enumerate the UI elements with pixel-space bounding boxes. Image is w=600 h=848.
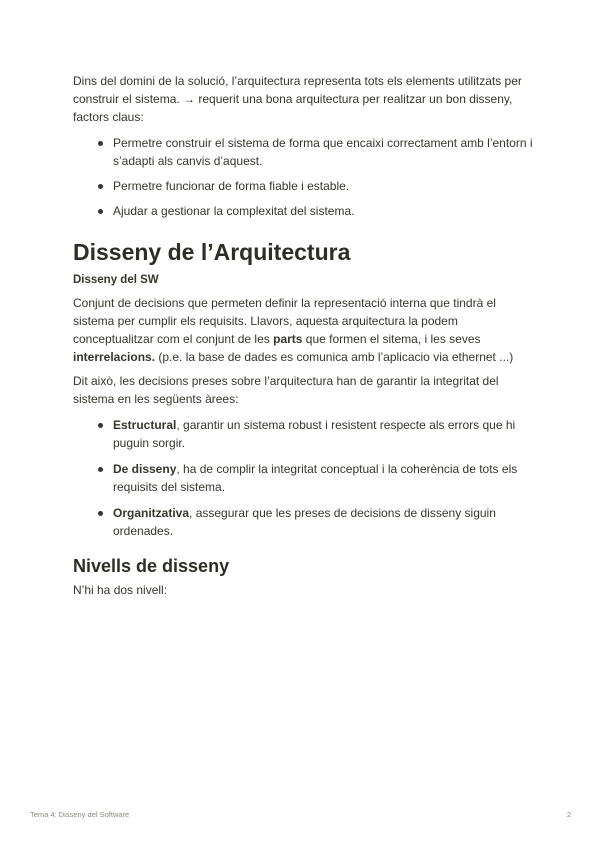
arquitectura-definition	[73, 294, 533, 366]
term-interrelacions: interrelacions.	[73, 350, 156, 364]
area-description: , assegurar que les preses de decisions de disseny siguin ordenades.	[113, 506, 496, 538]
section-heading-arquitectura: Disseny de l’Arquitectura	[73, 239, 351, 265]
area-description: , garantir un sistema robust i resistent respecte als errors que hi puguin sorgir.	[113, 418, 516, 450]
nivells-paragraph: N’hi ha dos nivell:	[73, 583, 168, 597]
area-term: Estructural	[113, 418, 177, 432]
definition-text: (p.e. la base de dades es comunica amb l’aplicacio via ethernet ...)	[155, 350, 514, 364]
section-heading-nivells: Nivells de disseny	[73, 556, 230, 576]
list-item: Permetre construir el sistema de forma que encaixi correctament amb l’entorn i s’adapti als canvis d’aquest.	[73, 134, 533, 170]
integrity-paragraph: Dit això, les decisions preses sobre l’arquitectura han de garantir la integritat del sistema en les següents àrees:	[73, 374, 499, 406]
area-term: De disseny	[113, 462, 177, 476]
list-item	[73, 460, 533, 496]
area-description: , ha de complir la integritat conceptual i la coherència de tots els requisits del sistema.	[113, 462, 518, 494]
intro-paragraph: Dins del domini de la solució, l’arquitectura representa tots els elements utilitzats per construir el sistema. → requerit una bona arquitectura per realitzar un bon disseny, factors claus:	[73, 74, 522, 124]
term-parts: parts	[273, 332, 303, 346]
footer-title: Tema 4: Disseny del Software	[30, 810, 130, 819]
list-item: Ajudar a gestionar la complexitat del sistema.	[73, 202, 533, 220]
list-item	[73, 416, 533, 452]
list-item: Permetre funcionar de forma fiable i estable.	[73, 177, 533, 195]
definition-text: Conjunt de decisions que permeten definir la representació interna que tindrà el sistema per cumplir els requisits. Llavors, aquesta arquitectura la podem conceptualitzar com el conjunt de les	[73, 296, 496, 346]
page-number: 2	[566, 810, 571, 819]
area-term: Organitzativa	[113, 506, 190, 520]
document-body	[73, 72, 533, 599]
integrity-areas-list	[73, 416, 533, 540]
intro-list	[73, 134, 533, 220]
definition-text: que formen el sitema, i les seves	[302, 332, 481, 346]
list-item	[73, 504, 533, 540]
subheading-disseny-sw: Disseny del SW	[73, 274, 159, 286]
